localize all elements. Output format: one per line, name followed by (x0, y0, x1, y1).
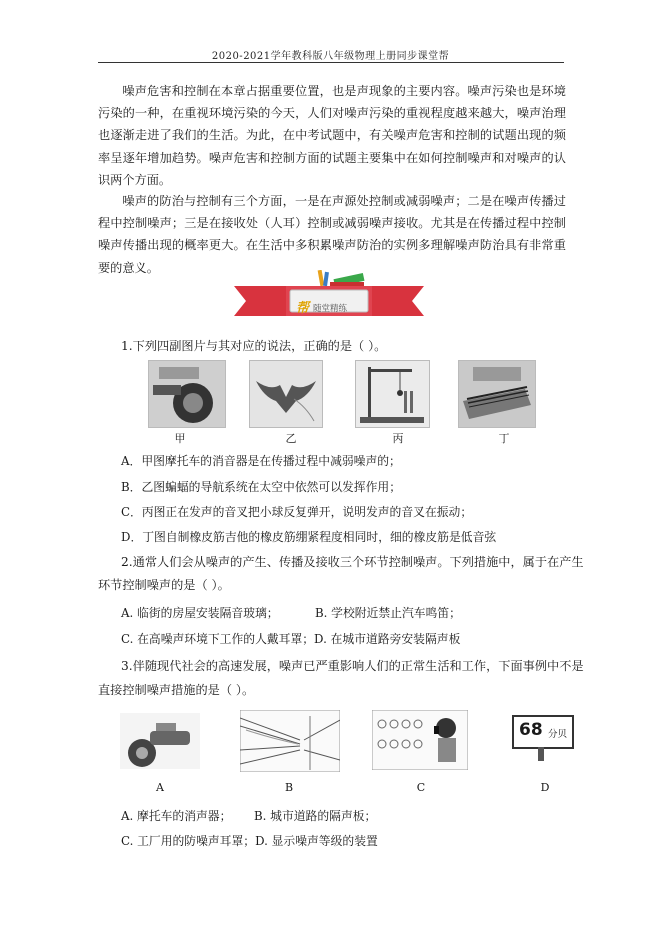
q2-stem-line-1: 2.通常人们会从噪声的产生、传播及接收三个环节控制噪声。下列措施中，属于在产生 (121, 555, 584, 569)
q3-caption-b: B (284, 781, 294, 794)
intro-text-2: 噪声的防治与控制有三个方面，一是在声源处控制或减弱噪声；二是在噪声传播过程中控制噪声；三是在接收处（人耳）控制或减弱噪声接收。尤其是在传播过程中控制噪声传播出现的概率更大。在生活中多积累噪声防治的实例多理解噪声防治具有非常重要的意义。 (98, 194, 566, 275)
q3-figure-noise-display (512, 715, 574, 761)
q3-figure-motorcycle (120, 713, 200, 769)
intro-text-1: 噪声危害和控制在本章占据重要位置，也是声现象的主要内容。噪声污染也是环境污染的一种，在重视环境污染的今天，人们对噪声污染的重视程度越来越大，噪声治理也逐渐走进了我们的生活。为此，在中考试题中，有关噪声危害和控制的试题出现的频率呈逐年增加趋势。噪声危害和控制方面的试题主要集中在如何控制噪声和对噪声的认识两个方面。 (98, 84, 566, 187)
q3-option-a: A. 摩托车的消声器； (121, 809, 232, 823)
q3-option-b: B. 城市道路的隔声板； (254, 809, 377, 823)
intro-paragraph-2 (98, 190, 566, 279)
page-header: 2020-2021学年教科版八年级物理上册同步课堂帮 (211, 51, 450, 62)
q1-stem: 1.下列四副图片与其对应的说法，正确的是（ ）。 (121, 339, 387, 353)
q3-figure-earmuff-worker (372, 710, 468, 770)
q1-figure-motorcycle (148, 360, 226, 428)
banner-graphic (234, 270, 424, 332)
q3-caption-c: C (416, 781, 426, 794)
noise-display-value: 68 (519, 720, 543, 740)
q1-figure-tuning-fork (355, 360, 430, 428)
q1-option-c: C．丙图正在发声的音叉把小球反复弹开，说明发声的音叉在振动； (121, 505, 473, 519)
banner-badge: 帮 (296, 301, 310, 316)
q3-earmuff-worker-image (372, 710, 468, 770)
q1-option-b: B．乙图蝙蝠的导航系统在太空中依然可以发挥作用； (121, 480, 401, 494)
q3-motorcycle-image (120, 713, 200, 769)
q1-caption-1: 甲 (174, 432, 186, 445)
section-banner (234, 270, 424, 332)
q2-option-a: A. 临街的房屋安装隔音玻璃； (121, 606, 279, 620)
q3-figure-sound-barrier (240, 710, 340, 772)
q1-figure-bat (249, 360, 323, 428)
noise-display-unit: 分贝 (548, 729, 568, 740)
q3-stem-line-1: 3.伴随现代社会的高速发展，噪声已严重影响人们的正常生活和工作，下面事例中不是 (121, 659, 584, 673)
bat-image (250, 361, 322, 427)
q3-option-c-d: C. 工厂用的防噪声耳罩；D. 显示噪声等级的装置 (121, 834, 378, 848)
q3-caption-a: A (156, 781, 164, 794)
q3-stem-line-2: 直接控制噪声措施的是（ ）。 (98, 683, 255, 697)
tuning-fork-image (356, 361, 429, 427)
noise-display-pole (538, 747, 544, 761)
rubber-band-guitar-image (459, 361, 535, 427)
header-rule (98, 62, 564, 63)
q1-option-a: A．甲图摩托车的消音器是在传播过程中减弱噪声的； (121, 454, 401, 468)
q1-caption-4: 丁 (498, 432, 510, 445)
motorcycle-image (149, 361, 225, 427)
q1-caption-2: 乙 (285, 432, 297, 445)
banner-label: 随堂精练 (313, 304, 348, 314)
q2-option-b: B. 学校附近禁止汽车鸣笛； (315, 606, 461, 620)
noise-display-panel (512, 715, 574, 749)
q2-stem-line-2: 环节控制噪声的是（ ）。 (98, 578, 230, 592)
q1-figure-rubber-band-guitar (458, 360, 536, 428)
q2-option-c-d: C. 在高噪声环境下工作的人戴耳罩；D. 在城市道路旁安装隔声板 (121, 632, 461, 646)
q1-caption-3: 丙 (392, 432, 404, 445)
q3-caption-d: D (540, 781, 550, 794)
intro-paragraph-1 (98, 80, 566, 191)
q1-option-d: D．丁图自制橡皮筋吉他的橡皮筋绷紧程度相同时，细的橡皮筋是低音弦 (121, 530, 497, 544)
q3-sound-barrier-image (240, 710, 340, 772)
